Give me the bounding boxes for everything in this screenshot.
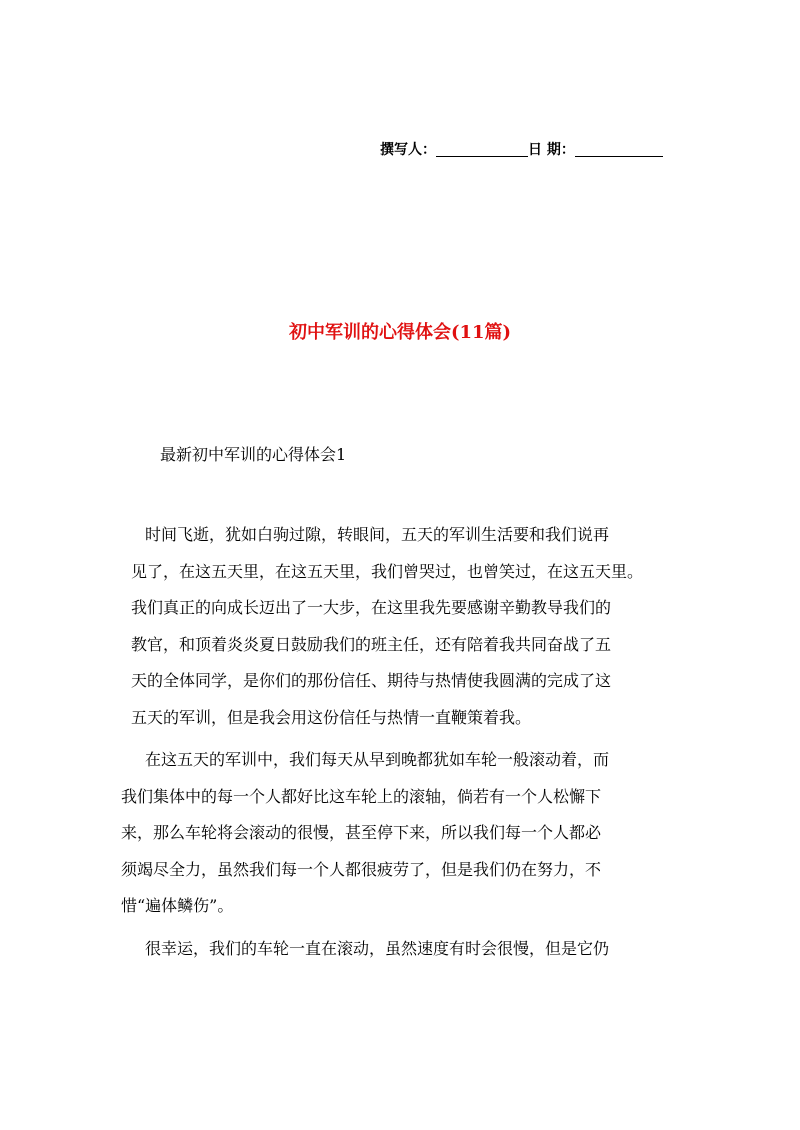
text-line: 我们集体中的每一个人都好比这车轮上的滚轴，倘若有一个人松懈下 [121,786,602,806]
text-line: 很幸运，我们的车轮一直在滚动，虽然速度有时会很慢，但是它仍 [145,938,610,958]
body-text [121,517,685,973]
text-line: 天的全体同学，是你们的那份信任、期待与热情使我圆满的完成了这 [131,671,612,690]
document-title: 初中军训的心得体会(11篇) [288,322,512,343]
text-line: 来，那么车轮将会滚动的很慢，甚至停下来，所以我们每一个人都必 [121,823,602,842]
date-label: 日 期： [528,142,575,158]
text-line: 惜“遍体鳞伤”。 [121,896,234,915]
date-blank [575,142,663,157]
text-line: 须竭尽全力，虽然我们每一个人都很疲劳了，但是我们仍在努力，不 [121,859,602,879]
paragraph-3 [145,931,685,968]
text-line: 教官，和顶着炎炎夏日鼓励我们的班主任，还有陪着我共同奋战了五 [131,634,612,654]
text-line: 时间飞逝，犹如白驹过隙，转眼间，五天的军训生活要和我们说再 [145,525,610,544]
author-label: 撰写人： [380,142,436,158]
paragraph-2 [121,742,685,925]
author-blank [436,142,528,157]
text-line: 五天的军训，但是我会用这份信任与热情一直鞭策着我。 [131,707,532,727]
section-heading: 最新初中军训的心得体会1 [160,445,347,464]
text-line: 见了，在这五天里，在这五天里，我们曾哭过，也曾笑过，在这五天里。 [131,561,644,581]
text-line: 在这五天的军训中，我们每天从早到晚都犹如车轮一般滚动着，而 [145,750,610,769]
author-date-line [380,139,663,159]
paragraph-1 [131,517,685,736]
text-line: 我们真正的向成长迈出了一大步，在这里我先要感谢辛勤教导我们的 [131,598,612,617]
